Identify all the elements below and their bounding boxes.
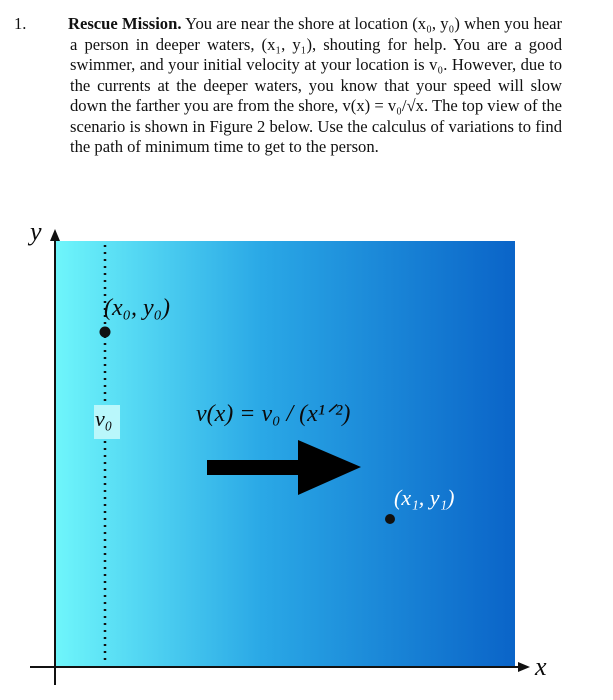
y-axis-label: y <box>30 217 42 246</box>
scenario-figure <box>0 215 613 700</box>
end-point-label: (x₁, y₁) <box>394 485 455 510</box>
initial-velocity-label: v₀ <box>95 406 113 431</box>
problem-text: You are near the shore at location (x₀, y₀) when you hear a person in deeper waters, (x₁, y₁), shouting for help. You are a good swimmer, and your initial velocity at your location is v₀. However, due to the currents at the deeper waters, you know that your speed will slow down the farther you are from the shore, v(x) = v₀/√x. The top view of the scenario is shown in Figure 2 below. Use the calculus of variations to find the path of minimum time to get to the person. <box>70 14 563 156</box>
problem-number: 1. <box>14 14 27 33</box>
velocity-equation: v(x) = v₀ / (x¹ᐟ²) <box>196 401 351 427</box>
y-axis-arrowhead <box>50 229 60 241</box>
start-point <box>100 327 111 338</box>
problem-statement <box>14 14 563 158</box>
x-axis-label: x <box>535 652 547 681</box>
end-point <box>385 514 395 524</box>
problem-title: Rescue Mission. <box>68 14 182 33</box>
start-point-label: (x₀, y₀) <box>104 295 170 321</box>
x-axis-arrowhead <box>518 662 530 672</box>
figure-canvas <box>0 215 613 700</box>
